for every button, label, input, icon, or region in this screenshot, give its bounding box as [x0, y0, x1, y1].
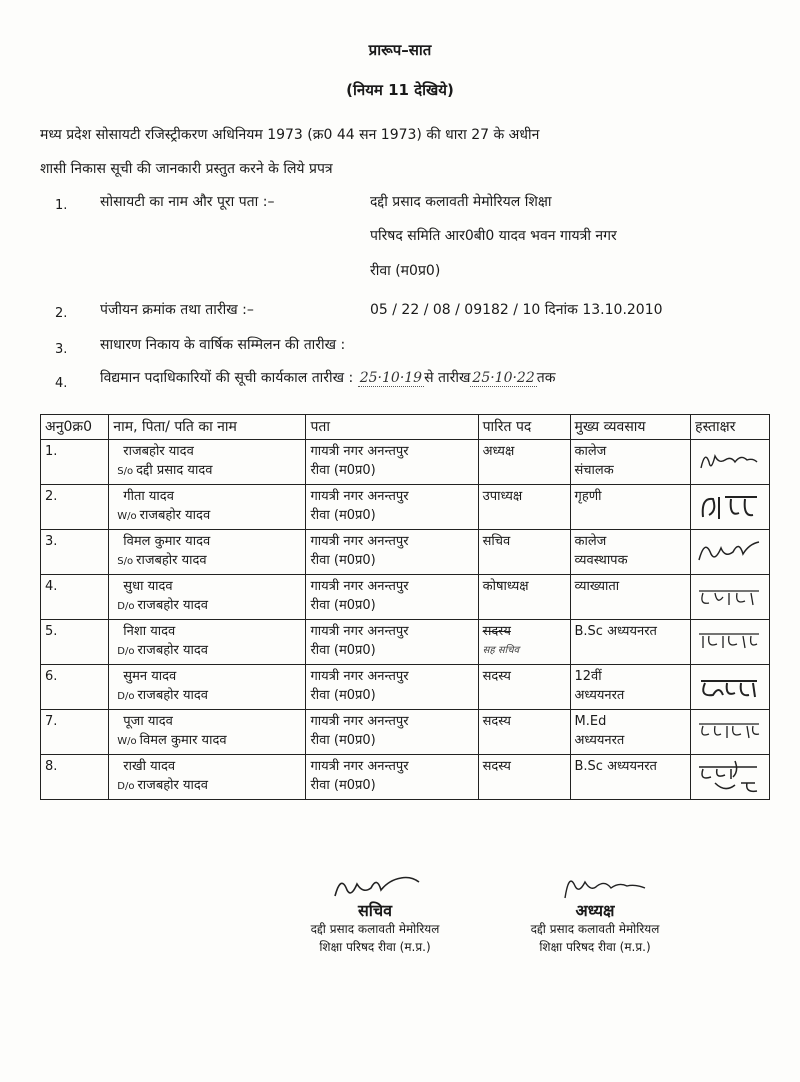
occupation-line-2: व्यवस्थापक [574, 553, 628, 568]
row-name-cell [109, 755, 306, 800]
occupation-line-1: कालेज [574, 444, 607, 459]
row-name-cell [109, 485, 306, 530]
member-signature [691, 530, 770, 575]
member-name: राखी यादव [123, 759, 176, 774]
relation-code: D/o [117, 781, 135, 792]
field-2-number: 2. [55, 306, 68, 321]
term-from-date: 25·10·19 [359, 370, 423, 386]
address-line-2: रीवा (म0प्र0) [310, 508, 376, 523]
secretary-signature-block [270, 868, 480, 956]
occupation-line-1: M.Ed [574, 714, 607, 729]
society-name-line-1: दद्दी प्रसाद कलावती मेमोरियल शिक्षा [370, 194, 552, 210]
row-occupation-cell [570, 710, 691, 755]
form-title: प्रारूप–सात [368, 41, 432, 59]
relation-name: राजबहोर यादव [137, 598, 208, 613]
relation-code: S/o [117, 556, 134, 567]
field-1-number: 1. [55, 198, 68, 213]
header-serial: अनु0क्र0 [41, 415, 109, 440]
relation-code: W/o [117, 736, 137, 747]
member-signature [691, 440, 770, 485]
address-line-1: गायत्री नगर अनन्तपुर [310, 579, 409, 594]
row-address-cell [306, 755, 478, 800]
row-address-cell [306, 710, 478, 755]
header-occupation: मुख्य व्यवसाय [570, 415, 691, 440]
field-4-number: 4. [55, 376, 68, 391]
occupation-line-1: 12वीं [574, 669, 602, 684]
member-name: सुधा यादव [123, 579, 173, 594]
row-address-cell [306, 575, 478, 620]
rule-reference: (नियम 11 देखिये) [346, 81, 454, 99]
handwritten-signature-icon [695, 532, 761, 570]
handwritten-signature-icon [695, 712, 761, 750]
handwritten-signature-icon [695, 622, 761, 660]
relation-code: D/o [117, 601, 135, 612]
row-name-cell [109, 710, 306, 755]
row-serial: 5. [41, 620, 109, 665]
member-name: निशा यादव [123, 624, 176, 639]
field-2-label: पंजीयन क्रमांक तथा तारीख :– [100, 302, 254, 318]
row-name-cell [109, 575, 306, 620]
table-row [41, 530, 770, 575]
secretary-org-line-2: शिक्षा परिषद रीवा (म.प्र.) [319, 940, 431, 954]
row-occupation-cell [570, 575, 691, 620]
occupation-line-1: B.Sc अध्ययनरत [574, 624, 657, 639]
president-signature-block [490, 868, 700, 956]
member-signature [691, 485, 770, 530]
row-post: सचिव [478, 530, 570, 575]
president-org-line-1: दद्दी प्रसाद कलावती मेमोरियल [530, 922, 660, 936]
row-serial: 8. [41, 755, 109, 800]
member-name: पूजा यादव [123, 714, 173, 729]
handwritten-signature-icon [695, 442, 761, 480]
member-name: सुमन यादव [123, 669, 177, 684]
relation-code: D/o [117, 646, 135, 657]
handwritten-signature-icon [695, 487, 761, 525]
secretary-org-line-1: दद्दी प्रसाद कलावती मेमोरियल [310, 922, 440, 936]
row-name-cell [109, 440, 306, 485]
relation-code: W/o [117, 511, 137, 522]
relation-name: राजबहोर यादव [136, 553, 207, 568]
occupation-line-2: संचालक [574, 463, 614, 478]
occupation-line-2: अध्ययनरत [574, 688, 625, 703]
row-occupation-cell [570, 440, 691, 485]
member-signature [691, 620, 770, 665]
row-post: सदस्य [478, 755, 570, 800]
row-serial: 4. [41, 575, 109, 620]
row-post: सदस्य [478, 710, 570, 755]
field-3-label: साधारण निकाय के वार्षिक सम्मिलन की तारीख : [100, 337, 346, 353]
address-line-1: गायत्री नगर अनन्तपुर [310, 669, 409, 684]
header-signature: हस्ताक्षर [691, 415, 770, 440]
member-name: राजबहोर यादव [123, 444, 194, 459]
address-line-1: गायत्री नगर अनन्तपुर [310, 759, 409, 774]
handwritten-signature-icon [695, 577, 761, 615]
field-4-line [100, 368, 555, 387]
table-row [41, 755, 770, 800]
post-handwritten-note: सह सचिव [482, 645, 520, 656]
row-occupation-cell [570, 485, 691, 530]
address-line-2: रीवा (म0प्र0) [310, 688, 376, 703]
office-bearers-table [40, 414, 770, 800]
row-name-cell [109, 620, 306, 665]
occupation-line-1: B.Sc अध्ययनरत [574, 759, 657, 774]
row-occupation-cell [570, 620, 691, 665]
member-name: गीता यादव [123, 489, 174, 504]
header-post: पारित पद [478, 415, 570, 440]
relation-code: S/o [117, 466, 134, 477]
term-mid-text: से तारीख [424, 370, 471, 386]
president-handwritten-signature-icon [535, 868, 655, 902]
table-row [41, 710, 770, 755]
president-org-line-2: शिक्षा परिषद रीवा (म.प्र.) [539, 940, 651, 954]
occupation-line-1: गृहणी [574, 489, 602, 504]
table-row [41, 665, 770, 710]
row-name-cell [109, 530, 306, 575]
row-post: सदस्य [478, 665, 570, 710]
row-post-cell [478, 620, 570, 665]
president-title: अध्यक्ष [575, 901, 615, 920]
address-line-2: रीवा (म0प्र0) [310, 553, 376, 568]
registration-number: 05 / 22 / 08 / 09182 / 10 दिनांक 13.10.2010 [370, 302, 663, 318]
row-name-cell [109, 665, 306, 710]
table-row [41, 485, 770, 530]
row-occupation-cell [570, 530, 691, 575]
term-to-date: 25·10·22 [472, 370, 535, 386]
table-row [41, 575, 770, 620]
row-occupation-cell [570, 755, 691, 800]
row-serial: 6. [41, 665, 109, 710]
intro-line-1: मध्य प्रदेश सोसायटी रजिस्ट्रीकरण अधिनियम 1973 (क्र0 44 सन 1973) की धारा 27 के अधीन [40, 127, 540, 143]
row-address-cell [306, 530, 478, 575]
row-serial: 2. [41, 485, 109, 530]
member-signature [691, 710, 770, 755]
member-name: विमल कुमार यादव [123, 534, 211, 549]
address-line-1: गायत्री नगर अनन्तपुर [310, 489, 409, 504]
address-line-1: गायत्री नगर अनन्तपुर [310, 534, 409, 549]
member-signature [691, 575, 770, 620]
secretary-title: सचिव [357, 901, 393, 920]
table-row [41, 620, 770, 665]
occupation-line-2: अध्ययनरत [574, 733, 625, 748]
intro-line-2: शासी निकास सूची की जानकारी प्रस्तुत करने के लिये प्रपत्र [40, 161, 333, 177]
row-address-cell [306, 620, 478, 665]
row-post: अध्यक्ष [478, 440, 570, 485]
row-address-cell [306, 485, 478, 530]
handwritten-signature-icon [695, 667, 761, 705]
field-1-label: सोसायटी का नाम और पूरा पता :– [100, 194, 275, 210]
occupation-line-1: कालेज [574, 534, 607, 549]
secretary-handwritten-signature-icon [315, 868, 435, 902]
intro-text [40, 118, 770, 186]
row-serial: 3. [41, 530, 109, 575]
address-line-2: रीवा (म0प्र0) [310, 733, 376, 748]
relation-code: D/o [117, 691, 135, 702]
address-line-1: गायत्री नगर अनन्तपुर [310, 444, 409, 459]
relation-name: राजबहोर यादव [137, 688, 208, 703]
field-4-label: विद्यमान पदाधिकारियों की सूची कार्यकाल तारीख : [100, 370, 354, 386]
header-name: नाम, पिता/ पति का नाम [109, 415, 306, 440]
society-address-line-3: रीवा (म0प्र0) [370, 263, 441, 279]
row-serial: 7. [41, 710, 109, 755]
handwritten-signature-icon [695, 757, 761, 795]
address-line-2: रीवा (म0प्र0) [310, 778, 376, 793]
address-line-1: गायत्री नगर अनन्तपुर [310, 714, 409, 729]
row-post: सदस्य [482, 624, 511, 639]
table-row [41, 440, 770, 485]
header-address: पता [306, 415, 478, 440]
term-end-text: तक [536, 370, 556, 386]
table-header-row [41, 415, 770, 440]
society-name-line-2: परिषद समिति आर0बी0 यादव भवन गायत्री नगर [370, 228, 617, 244]
address-line-2: रीवा (म0प्र0) [310, 463, 376, 478]
row-address-cell [306, 440, 478, 485]
row-address-cell [306, 665, 478, 710]
row-serial: 1. [41, 440, 109, 485]
address-line-2: रीवा (म0प्र0) [310, 643, 376, 658]
field-3-number: 3. [55, 342, 68, 357]
occupation-line-1: व्याख्याता [574, 579, 620, 594]
row-post: उपाध्यक्ष [478, 485, 570, 530]
member-signature [691, 755, 770, 800]
relation-name: राजबहोर यादव [139, 508, 211, 523]
relation-name: राजबहोर यादव [137, 643, 208, 658]
address-line-1: गायत्री नगर अनन्तपुर [310, 624, 409, 639]
relation-name: दद्दी प्रसाद यादव [136, 463, 213, 478]
row-occupation-cell [570, 665, 691, 710]
relation-name: विमल कुमार यादव [139, 733, 227, 748]
member-signature [691, 665, 770, 710]
relation-name: राजबहोर यादव [137, 778, 208, 793]
row-post: कोषाध्यक्ष [478, 575, 570, 620]
address-line-2: रीवा (म0प्र0) [310, 598, 376, 613]
